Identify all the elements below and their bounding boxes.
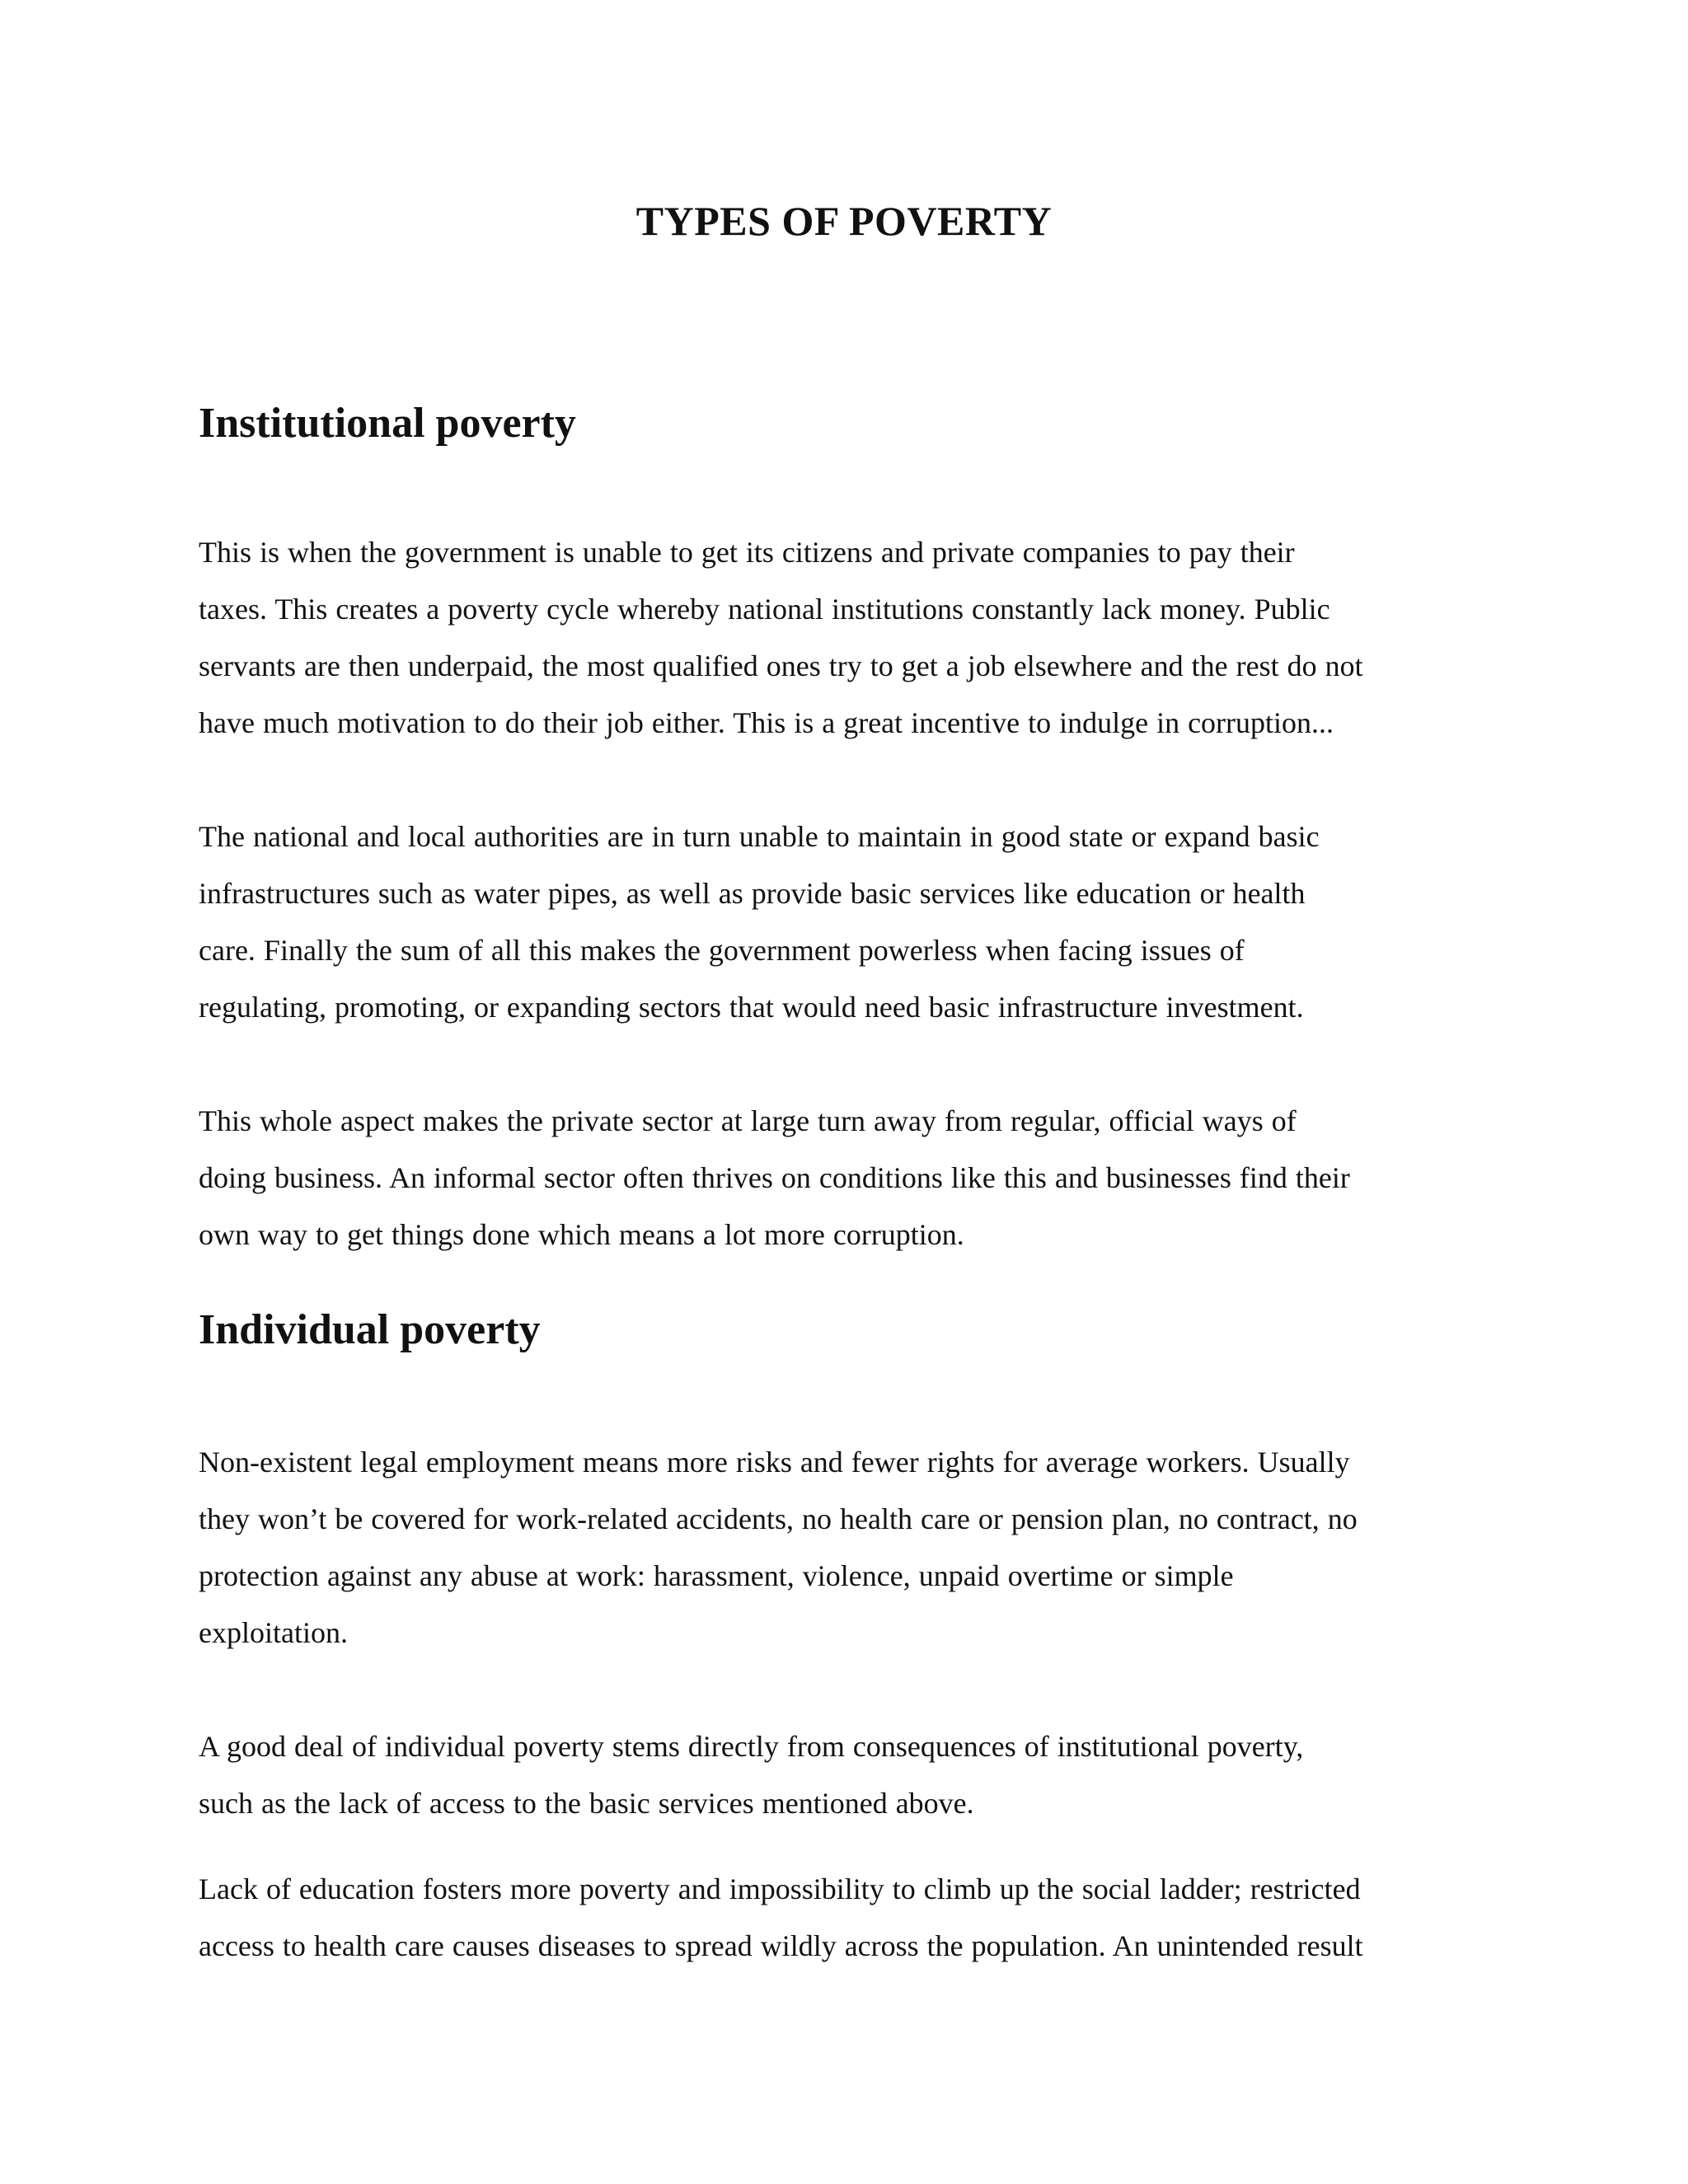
text-line: own way to get things done which means a lot more corruption.: [199, 1218, 964, 1251]
paragraph: [199, 524, 1484, 752]
text-line: This whole aspect makes the private sector at large turn away from regular, official ways of: [199, 1104, 1296, 1137]
text-line: A good deal of individual poverty stems directly from consequences of institutional poverty,: [199, 1730, 1304, 1763]
text-line: such as the lack of access to the basic services mentioned above.: [199, 1787, 974, 1820]
text-line: access to health care causes diseases to spread wildly across the population. An unintended result: [199, 1929, 1363, 1962]
paragraph: [199, 1093, 1484, 1263]
text-line: have much motivation to do their job either. This is a great incentive to indulge in corruption...: [199, 706, 1334, 739]
text-line: care. Finally the sum of all this makes the government powerless when facing issues of: [199, 934, 1245, 967]
text-line: regulating, promoting, or expanding sectors that would need basic infrastructure investment.: [199, 991, 1304, 1024]
text-line: doing business. An informal sector often thrives on conditions like this and businesses find their: [199, 1161, 1350, 1194]
paragraph: [199, 808, 1484, 1036]
text-line: servants are then underpaid, the most qualified ones try to get a job elsewhere and the rest do not: [199, 649, 1363, 682]
text-line: This is when the government is unable to get its citizens and private companies to pay their: [199, 536, 1295, 569]
text-line: protection against any abuse at work: harassment, violence, unpaid overtime or simple: [199, 1559, 1234, 1592]
text-line: The national and local authorities are in turn unable to maintain in good state or expand basic: [199, 820, 1320, 853]
paragraph: [199, 1718, 1484, 1832]
section-heading-institutional-poverty: Institutional poverty: [199, 400, 576, 447]
text-line: Lack of education fosters more poverty and impossibility to climb up the social ladder; restricted: [199, 1872, 1361, 1905]
paragraph: [199, 1861, 1484, 1975]
text-line: they won’t be covered for work-related accidents, no health care or pension plan, no contract, no: [199, 1502, 1357, 1535]
document-title: TYPES OF POVERTY: [635, 198, 1053, 244]
text-line: Non-existent legal employment means more risks and fewer rights for average workers. Usually: [199, 1446, 1350, 1479]
section-heading-individual-poverty: Individual poverty: [199, 1306, 541, 1353]
text-line: infrastructures such as water pipes, as well as provide basic services like education or health: [199, 877, 1306, 910]
paragraph: [199, 1434, 1484, 1661]
text-line: taxes. This creates a poverty cycle whereby national institutions constantly lack money. Public: [199, 593, 1330, 626]
text-line: exploitation.: [199, 1616, 348, 1649]
